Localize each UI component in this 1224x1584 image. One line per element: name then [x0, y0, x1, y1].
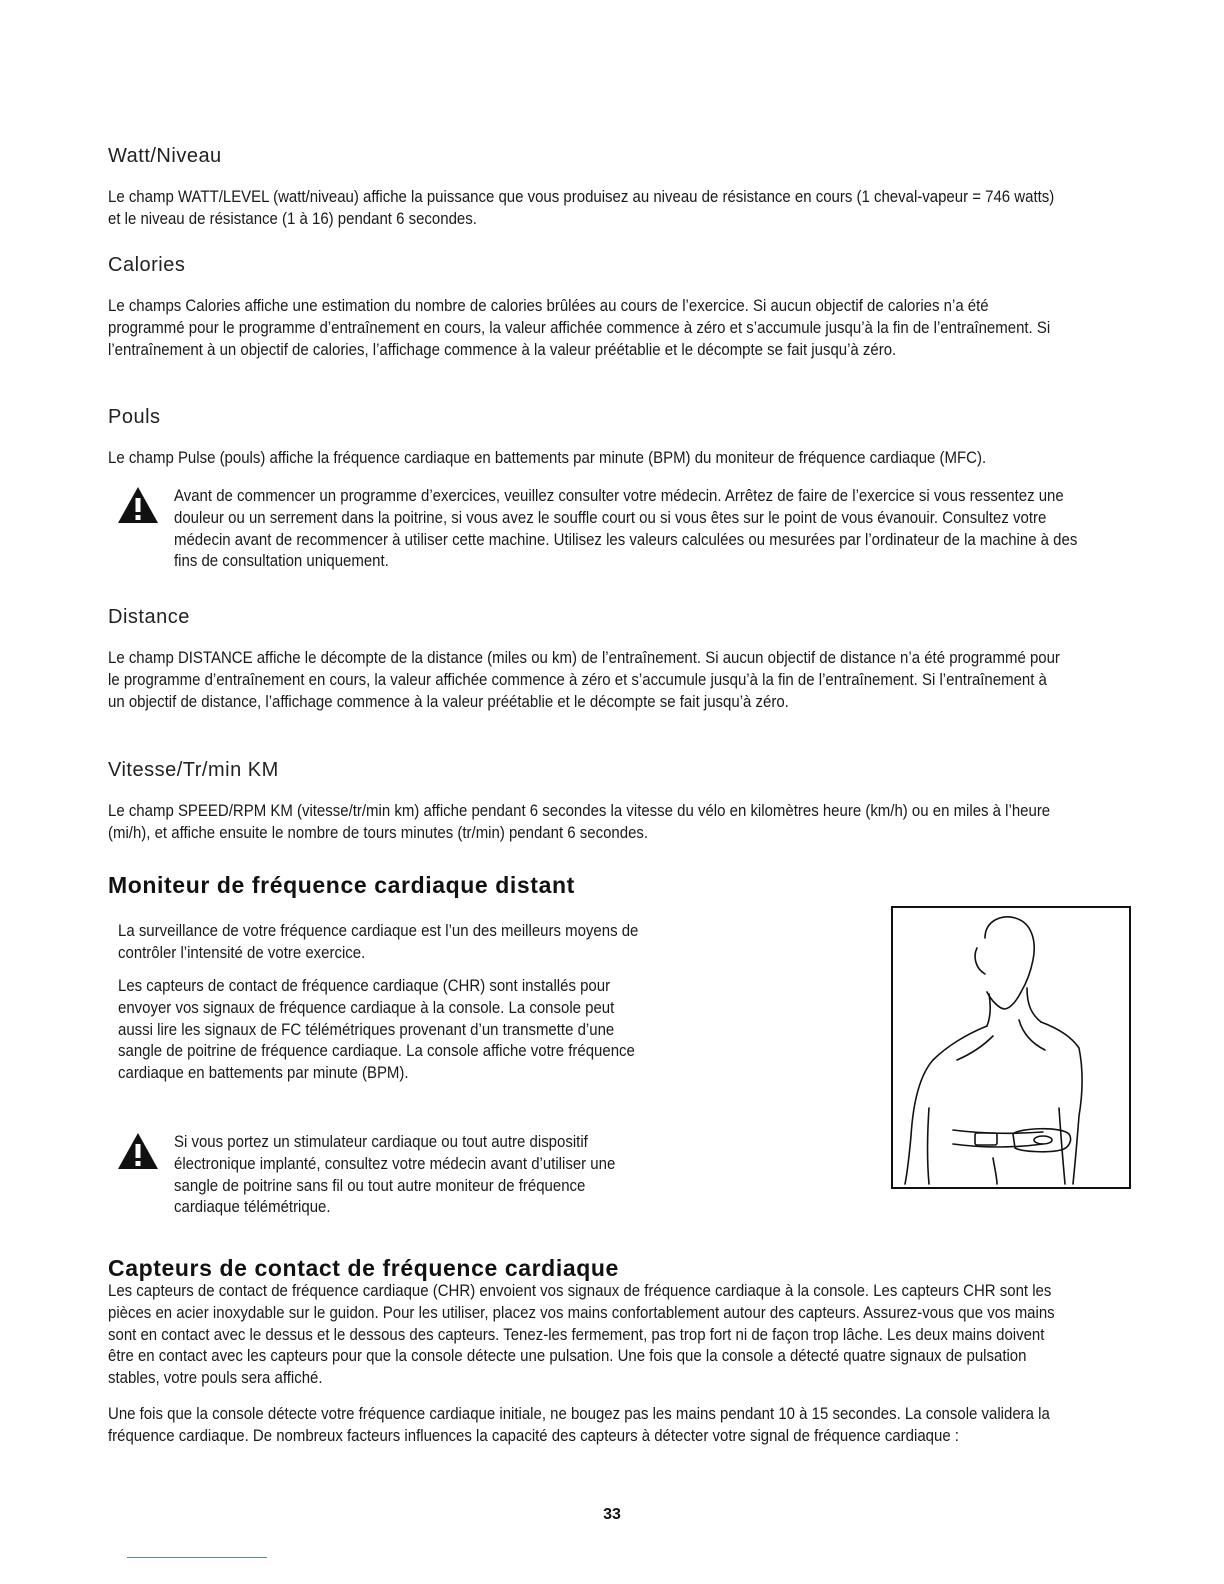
warning-icon [116, 1131, 160, 1171]
pouls-text: Le champ Pulse (pouls) affiche la fréquence cardiaque en battements par minute (BPM) du moniteur de fréquence cardiaque (MFC). [108, 449, 987, 467]
pouls-warning-text: Avant de commencer un programme d’exercices, veuillez consulter votre médecin. Arrêtez de faire de l’exercice si vous ressentez une douleur ou un serrement dans la poitrine, si vous avez le souffle court ou si vous êtes sur le point de vous évanouir. Consultez votre médecin avant de recommencer à utiliser cette machine. Utilisez les valeurs calculées ou mesurées par l’ordinateur de la machine à des fins de consultation uniquement. [174, 487, 1078, 571]
capteurs-para-1: Les capteurs de contact de fréquence cardiaque (CHR) envoient vos signaux de fréquence cardiaque à la console. Les capteurs CHR sont les pièces en acier inoxydable sur le guidon. Pour les utiliser, placez vos mains confortablement autour des capteurs. Assurez-vous que vos mains sont en contact avec le dessus et le dessous des capteurs. Tenez-les fermement, pas trop fort ni de façon trop lâche. Les deux mains doivent être en contact avec les capteurs pour que la console détecte une pulsation. Une fois que la console a détecté quatre signaux de pulsation stables, votre pouls sera affiché. [108, 1282, 1055, 1388]
watt-niveau-text: Le champ WATT/LEVEL (watt/niveau) affiche la puissance que vous produisez au niveau de résistance en cours (1 cheval-vapeur = 746 watts) et le niveau de résistance (1 à 16) pendant 6 secondes. [108, 188, 1055, 228]
page-number: 33 [603, 1506, 621, 1523]
watt-niveau-heading: Watt/Niveau [108, 145, 222, 167]
vitesse-text: Le champ SPEED/RPM KM (vitesse/tr/min km) affiche pendant 6 secondes la vitesse du vélo en kilomètres heure (km/h) ou en miles à l’heure (mi/h), et affiche ensuite le nombre de tours minutes (tr/min) pendant 6 secondes. [108, 802, 1051, 842]
vitesse-heading: Vitesse/Tr/min KM [108, 759, 279, 781]
distance-text: Le champ DISTANCE affiche le décompte de la distance (miles ou km) de l’entraînement. Si aucun objectif de distance n’a été programmé pour le programme d’entraînement en cours, la valeur affichée commence à zéro et s’accumule jusqu’à la fin de l’entraînement. Si l’entraînement à un objectif de distance, l’affichage commence à la valeur préétablie et le décompte se fait jusqu’à zéro. [108, 649, 1060, 711]
moniteur-para-1: La surveillance de votre fréquence cardiaque est l’un des meilleurs moyens de contrôler l’intensité de votre exercice. [118, 922, 639, 962]
moniteur-warning-text: Si vous portez un stimulateur cardiaque ou tout autre dispositif électronique implanté, consultez votre médecin avant d’utiliser une sangle de poitrine sans fil ou tout autre moniteur de fréquence cardiaque télémétrique. [174, 1133, 616, 1217]
calories-heading: Calories [108, 254, 186, 276]
chest-strap-illustration [891, 906, 1131, 1189]
moniteur-para-2: Les capteurs de contact de fréquence cardiaque (CHR) sont installés pour envoyer vos signaux de fréquence cardiaque à la console. La console peut aussi lire les signaux de FC télémétriques provenant d’un transmette d’une sangle de poitrine de fréquence cardiaque. La console affiche votre fréquence cardiaque en battements par minute (BPM). [118, 977, 635, 1083]
moniteur-heading: Moniteur de fréquence cardiaque distant [108, 872, 575, 898]
capteurs-para-2: Une fois que la console détecte votre fréquence cardiaque initiale, ne bougez pas les mains pendant 10 à 15 secondes. La console validera la fréquence cardiaque. De nombreux facteurs influences la capacité des capteurs à détecter votre signal de fréquence cardiaque : [108, 1405, 1050, 1445]
footer-rule [127, 1557, 267, 1558]
calories-text: Le champs Calories affiche une estimation du nombre de calories brûlées au cours de l’exercice. Si aucun objectif de calories n’a été programmé pour le programme d’entraînement en cours, la valeur affichée commence à zéro et s’accumule jusqu’à la fin de l’entraînement. Si l’entraînement à un objectif de calories, l’affichage commence à la valeur préétablie et le décompte se fait jusqu’à zéro. [108, 297, 1051, 359]
capteurs-heading: Capteurs de contact de fréquence cardiaque [108, 1255, 619, 1281]
warning-icon [116, 485, 160, 525]
person-chest-strap-icon [893, 908, 1128, 1186]
distance-heading: Distance [108, 606, 190, 628]
pouls-heading: Pouls [108, 406, 161, 428]
